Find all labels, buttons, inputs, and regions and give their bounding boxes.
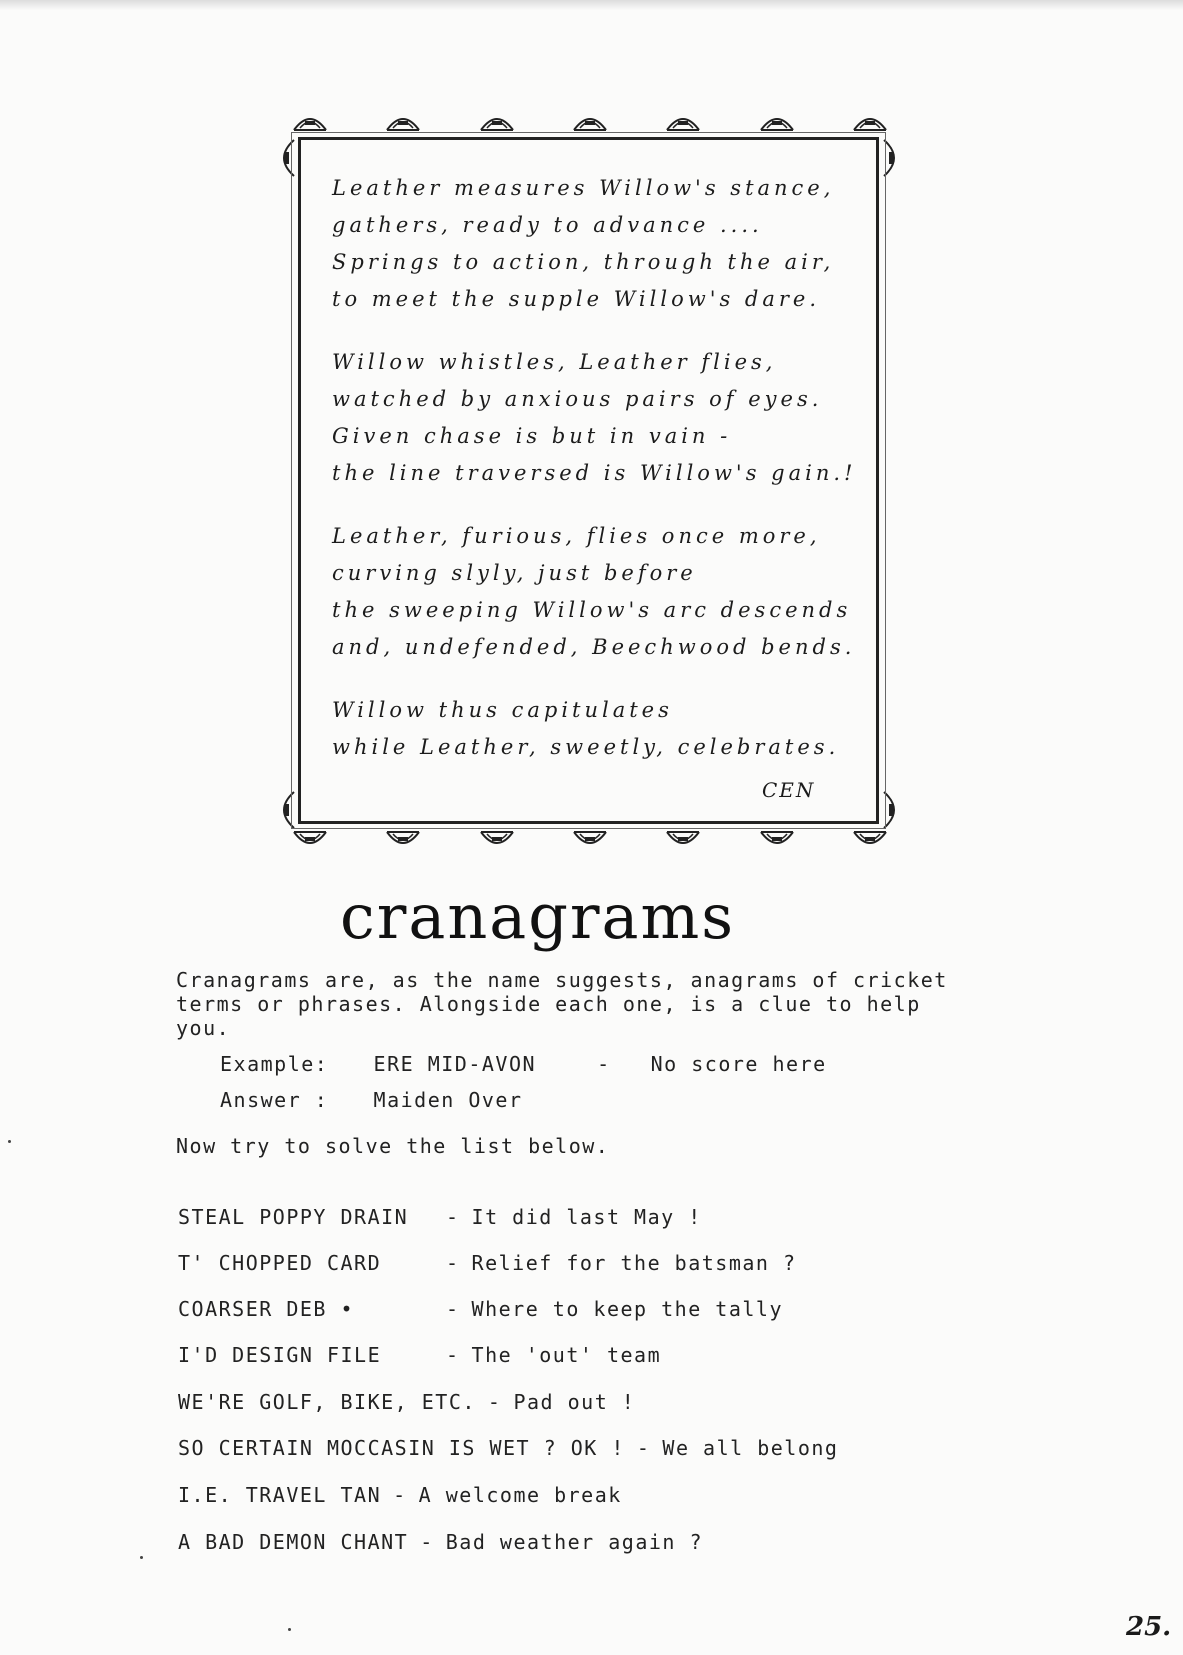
puzzle-clue: The 'out' team [471,1343,662,1367]
crown-ornament-icon [383,830,423,850]
puzzle-row [178,1297,783,1321]
example-anagram: ERE MID-AVON [373,1052,537,1076]
answer-text: Maiden Over [373,1088,523,1112]
puzzle-clue: Relief for the batsman ? [471,1251,797,1275]
crown-ornament-icon [850,112,890,132]
puzzle-anagram: SO CERTAIN MOCCASIN IS WET ? OK ! [178,1436,625,1460]
crown-ornament-icon [570,112,610,132]
puzzle-row [178,1343,661,1367]
crown-ornament-icon [477,830,517,850]
puzzle-dash: - [446,1251,460,1275]
example-dash: - [597,1052,611,1076]
puzzle-anagram: STEAL POPPY DRAIN [178,1205,409,1229]
puzzle-dash: - [487,1390,502,1414]
intro-paragraph: Cranagrams are, as the name suggests, anagrams of cricket terms or phrases. Alongside each one, is a clue to help you. [176,968,948,1040]
example-label: Example: [220,1052,329,1076]
crown-ornament-icon [663,830,703,850]
puzzle-row [178,1205,702,1229]
puzzle-dash: - [420,1530,434,1554]
crown-ornament-icon [477,112,517,132]
scan-speck [8,1140,11,1143]
puzzle-dash: - [446,1297,460,1321]
poem-line: watched by anxious pairs of eyes. [332,387,823,411]
puzzle-dash: - [393,1483,407,1507]
poem-stanza [332,344,872,492]
crown-ornament-icon [290,830,330,850]
crown-ornament-icon [757,830,797,850]
poem-line: the sweeping Willow's arc descends [332,598,852,622]
poem-line: to meet the supple Willow's dare. [332,287,821,311]
puzzle-anagram: I'D DESIGN FILE [178,1343,382,1367]
poem-line: Willow thus capitulates [332,698,673,722]
example-clue: No score here [650,1052,827,1076]
instruction-text: Now try to solve the list below. [176,1134,610,1158]
poem-line: and, undefended, Beechwood bends. [332,635,856,659]
poem-stanza [332,692,872,766]
puzzle-anagram: WE'RE GOLF, BIKE, ETC. [178,1390,476,1414]
crown-ornament-icon [850,830,890,850]
page-number: 25. [1126,1612,1172,1642]
poem-stanza [332,518,872,666]
answer-row [220,1088,523,1112]
puzzle-row [178,1530,703,1554]
puzzle-anagram: COARSER DEB • [178,1297,355,1321]
poem-line: gathers, ready to advance .... [332,213,763,237]
poem-signature: CEN [762,778,816,802]
puzzle-dash: - [446,1205,460,1229]
example-row [220,1052,827,1076]
poem-line: Given chase is but in vain - [332,424,732,448]
answer-label: Answer : [220,1088,329,1112]
puzzle-clue: We all belong [662,1436,839,1460]
puzzle-clue: Bad weather again ? [445,1530,704,1554]
puzzle-anagram: A BAD DEMON CHANT [178,1530,409,1554]
poem-line: Leather, furious, flies once more, [332,524,821,548]
poem-line: Willow whistles, Leather flies, [332,350,777,374]
bottom-ornament-row [290,830,890,850]
crown-ornament-icon [383,112,423,132]
poem-line: Springs to action, through the air, [332,250,835,274]
puzzle-clue: Where to keep the tally [471,1297,783,1321]
puzzle-row [178,1483,622,1507]
puzzle-anagram: I.E. TRAVEL TAN [178,1483,382,1507]
puzzle-row [178,1436,838,1460]
poem-stanza [332,170,872,318]
scan-edge [0,0,1183,10]
crown-ornament-icon [570,830,610,850]
poem [332,170,872,792]
puzzle-anagram: T' CHOPPED CARD [178,1251,382,1275]
crown-ornament-icon [663,112,703,132]
section-title: cranagrams [340,880,736,953]
poem-line: Leather measures Willow's stance, [332,176,835,200]
poem-line: while Leather, sweetly, celebrates. [332,735,840,759]
crown-ornament-icon [757,112,797,132]
puzzle-row [178,1390,635,1414]
puzzle-clue: It did last May ! [471,1205,702,1229]
scan-speck [140,1556,143,1559]
poem-line: curving slyly, just before [332,561,697,585]
puzzle-dash: - [446,1343,460,1367]
puzzle-dash: - [636,1436,651,1460]
crown-ornament-icon [290,112,330,132]
top-ornament-row [290,112,890,132]
puzzle-clue: Pad out ! [513,1390,636,1414]
scan-speck [288,1628,291,1631]
puzzle-row [178,1251,797,1275]
poem-line: the line traversed is Willow's gain.! [332,461,857,485]
puzzle-clue: A welcome break [418,1483,622,1507]
